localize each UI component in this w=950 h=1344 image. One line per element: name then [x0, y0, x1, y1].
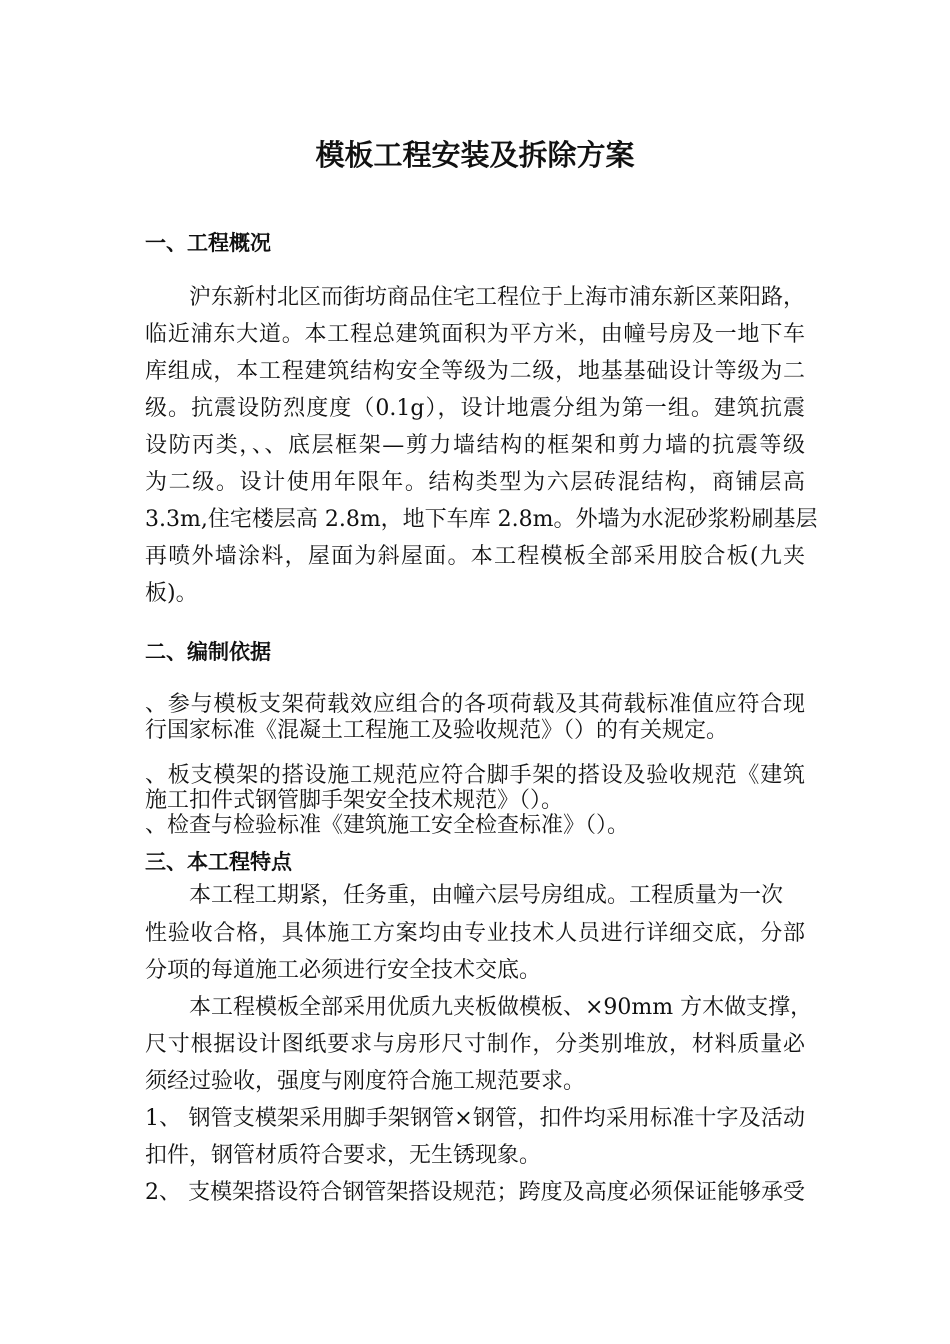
- basis-item-line: 、参与模板支架荷载效应组合的各项荷载及其荷载标准值应符合现: [145, 692, 805, 717]
- document-title: 模板工程安装及拆除方案: [315, 138, 635, 172]
- list-item-line: 扣件，钢管材质符合要求，无生锈现象。: [145, 1143, 542, 1168]
- paragraph-line: 分项的每道施工必须进行安全技术交底。: [145, 958, 542, 983]
- paragraph-line: 库组成，本工程建筑结构安全等级为二级，地基基础设计等级为二: [145, 359, 805, 384]
- paragraph-line: 级。抗震设防烈度度（0.1g），设计地震分组为第一组。建筑抗震: [145, 396, 805, 421]
- paragraph-line: 本工程工期紧，任务重，由幢六层号房组成。工程质量为一次: [189, 883, 784, 908]
- paragraph-line: 临近浦东大道。本工程总建筑面积为平方米，由幢号房及一地下车: [145, 322, 805, 347]
- section-heading-features: 三、本工程特点: [145, 850, 292, 874]
- paragraph-line: 再喷外墙涂料，屋面为斜屋面。本工程模板全部采用胶合板(九夹: [145, 544, 805, 569]
- section-heading-basis: 二、编制依据: [145, 640, 271, 664]
- paragraph-line: 设防丙类，、、底层框架—剪力墙结构的框架和剪力墙的抗震等级: [145, 433, 805, 458]
- paragraph-line: 3.3m,住宅楼层高 2.8m，地下车库 2.8m。外墙为水泥砂浆粉刷基层: [145, 507, 818, 532]
- basis-item-line: 施工扣件式钢管脚手架安全技术规范》（）。: [145, 788, 564, 813]
- section-heading-overview: 一、工程概况: [145, 231, 271, 255]
- paragraph-line: 本工程模板全部采用优质九夹板做模板、×90mm 方木做支撑，: [189, 995, 813, 1020]
- paragraph-line: 沪东新村北区而街坊商品住宅工程位于上海市浦东新区莱阳路，: [189, 285, 806, 310]
- basis-item-line: 、板支模架的搭设施工规范应符合脚手架的搭设及验收规范《建筑: [145, 763, 805, 788]
- paragraph-line: 尺寸根据设计图纸要求与房形尺寸制作，分类别堆放，材料质量必: [145, 1032, 805, 1057]
- paragraph-line: 板)。: [145, 581, 198, 606]
- list-item-line: 2、 支模架搭设符合钢管架搭设规范；跨度及高度必须保证能够承受: [145, 1180, 805, 1205]
- paragraph-line: 性验收合格，具体施工方案均由专业技术人员进行详细交底，分部: [145, 921, 805, 946]
- paragraph-line: 为二级。设计使用年限年。结构类型为六层砖混结构，商铺层高: [145, 470, 805, 495]
- list-item-line: 1、 钢管支模架采用脚手架钢管×钢管，扣件均采用标准十字及活动: [145, 1106, 805, 1131]
- basis-item-line: 行国家标准《混凝土工程施工及验收规范》（）的有关规定。: [145, 718, 729, 743]
- paragraph-line: 须经过验收，强度与刚度符合施工规范要求。: [145, 1069, 586, 1094]
- basis-item-line: 、检查与检验标准《建筑施工安全检查标准》（）。: [145, 813, 630, 838]
